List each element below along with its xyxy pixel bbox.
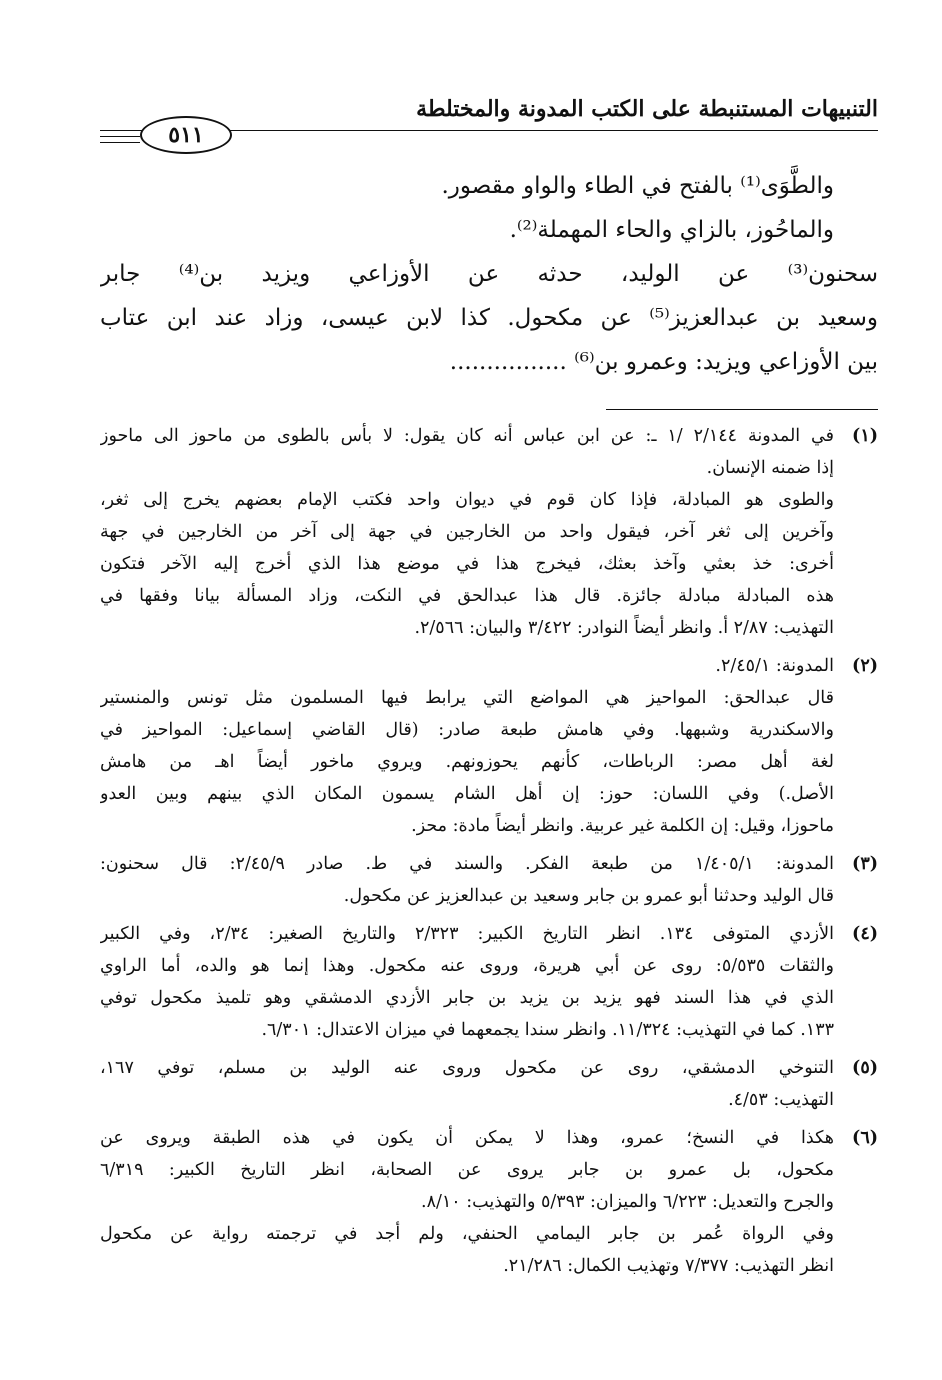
footnote-line: الأزدي المتوفى ١٣٤. انظر التاريخ الكبير: ٢/٣٢٣ والتاريخ الصغير: ٢/٣٤، وفي الكبير	[100, 924, 834, 944]
running-title: التنبيهات المستنبطة على الكتب المدونة والمختلطة	[416, 96, 878, 122]
footnote-line: التهذيب: ٤/٥٣.	[728, 1090, 834, 1110]
footnote-line: وفي الرواة عُمر بن جابر اليمامي الحنفي، ولم أجد في ترجمته رواية عن مكحول	[100, 1224, 834, 1244]
footnote-1	[100, 420, 878, 644]
footnote-line: قال الوليد وحدثنا أبو عمرو بن جابر وسعيد بن عبدالعزيز عن مكحول.	[343, 886, 834, 906]
footnote-body	[100, 650, 834, 842]
footnote-line: انظر التهذيب: ٧/٣٧٧ وتهذيب الكمال: ٢١/٢٨٦.	[503, 1256, 834, 1276]
footnote-number: (٦)	[852, 1128, 878, 1148]
main-text	[100, 164, 878, 384]
footnote-line: الذي في هذا السند فهو يزيد بن يزيد بن جابر الأزدي الدمشقي وهو تلميذ مكحول توفي	[100, 988, 834, 1008]
footnote-number: (٤)	[852, 924, 878, 944]
footnotes	[100, 420, 878, 1288]
footnote-line: قال عبدالحق: المواحيز هي المواضع التي يرابط فيها المسلمون مثل تونس والمنستير	[100, 688, 834, 708]
footnote-line: إذا ضمنه الإنسان.	[706, 458, 834, 478]
footnote-line: وآخرين إلى ثغر آخر، فيقول واحد من الخارجين في جهة إلى آخر من الخارجين في جهة	[100, 522, 834, 542]
text-line-last	[100, 340, 878, 384]
footnote-body	[100, 848, 834, 912]
footnote-3	[100, 848, 878, 912]
footnote-5	[100, 1052, 878, 1116]
footnote-number: (٣)	[852, 854, 878, 874]
text-line: وسعيد بن عبدالعزيز⁽⁵⁾ عن مكحول. كذا لابن عيسى، وزاد عند ابن عتاب	[100, 305, 878, 331]
footnote-line: هكذا في النسخ؛ عمرو، وهذا لا يمكن أن يكون في هذه الطبقة ويروى عن	[100, 1128, 834, 1148]
footnote-line: التنوخي الدمشقي، روى عن مكحول وروى عنه الوليد بن مسلم، توفي ١٦٧،	[100, 1058, 834, 1078]
footnote-number: (٥)	[852, 1058, 878, 1078]
page-header	[100, 96, 878, 150]
footnote-number: (٢)	[852, 656, 878, 676]
footnote-line: المدونة: ١/٤٠٥/١ من طبعة الفكر. والسند في ط. صادر ٢/٤٥/٩: قال سحنون:	[100, 854, 834, 874]
footnote-4	[100, 918, 878, 1046]
footnote-body	[100, 420, 834, 644]
footnote-body	[100, 1052, 834, 1116]
footnote-line: في المدونة ٢/١٤٤ /١ ـ: عن ابن عباس أنه كان يقول: لا بأس بالطوى من ماحوز الى ماحوز	[100, 426, 834, 446]
ellipsis-dots: ................	[449, 349, 567, 375]
footnote-line: أخرى: خذ بعثي وآخذ بعثك، فيخرج هذا في موضع هذا الذي أخرج إليه الآخر فتكون	[100, 554, 834, 574]
footnote-number: (١)	[852, 426, 878, 446]
footnote-separator	[606, 409, 878, 410]
header-rule-lower	[100, 136, 140, 137]
page-number: ٥١١	[140, 116, 232, 154]
header-rule-bottom	[100, 142, 140, 143]
footnote-body	[100, 1122, 834, 1282]
footnote-2	[100, 650, 878, 842]
footnote-line: لغة أهل مصر: الرباطات، كأنهم يحوزونهم. ويروي ماخور أيضاً اهـ من هامش	[100, 752, 834, 772]
footnote-line: والجرح والتعديل: ٦/٢٢٣ والميزان: ٥/٣٩٣ والتهذيب: ٨/١٠.	[421, 1192, 834, 1212]
footnote-line: الأصل.) وفي اللسان: حوز: إن أهل الشام يسمون المكان الذي بينهم وبين العدو	[100, 784, 834, 804]
footnote-body	[100, 918, 834, 1046]
footnote-line: المدونة: ٢/٤٥/١.	[715, 656, 834, 676]
footnote-line: ماحوزا، وقيل: إن الكلمة غير عربية. وانظر أيضاً مادة: محز.	[411, 816, 834, 836]
footnote-line: والطوى هو المبادلة، فإذا كان قوم في ديوان واحد فكتب الإمام بعضهم يخرج إلى ثغر،	[100, 490, 834, 510]
footnote-line: والثقات ٥/٥٣٥: روى عن أبي هريرة، وروى عنه مكحول. وهذا إنما هو والده، أما الراوي	[100, 956, 834, 976]
footnote-line: ١٣٣. كما في التهذيب: ١١/٣٢٤. وانظر سندا يجمعهما في ميزان الاعتدال: ٦/٣٠١.	[261, 1020, 834, 1040]
text-line: سحنون⁽³⁾ عن الوليد، حدثه عن الأوزاعي ويزيد بن⁽⁴⁾ جابر	[100, 261, 878, 287]
text-line: والماحُوز، بالزاي والحاء المهملة⁽²⁾.	[509, 217, 834, 243]
text-line: والطَّوَى⁽¹⁾ بالفتح في الطاء والواو مقصور.	[441, 173, 834, 199]
text-line-content: بين الأوزاعي ويزيد: وعمرو بن⁽⁶⁾	[574, 349, 878, 375]
footnote-line: هذه المبادلة مبادلة جائزة. قال هذا عبدالحق في النكت، وزاد المسألة بيانا وفقها في	[100, 586, 834, 606]
footnote-line: والاسكندرية وشبهها. وفي هامش طبعة صادر: (قال القاضي إسماعيل: المواحيز في	[100, 720, 834, 740]
footnote-line: مكحول، بل عمرو بن جابر يروى عن الصحابة، انظر التاريخ الكبير: ٦/٣١٩	[100, 1160, 834, 1180]
footnote-line: التهذيب: ٢/٨٧ أ. وانظر أيضاً النوادر: ٣/٤٢٢ والبيان: ٢/٥٦٦.	[414, 618, 834, 638]
footnote-6	[100, 1122, 878, 1282]
